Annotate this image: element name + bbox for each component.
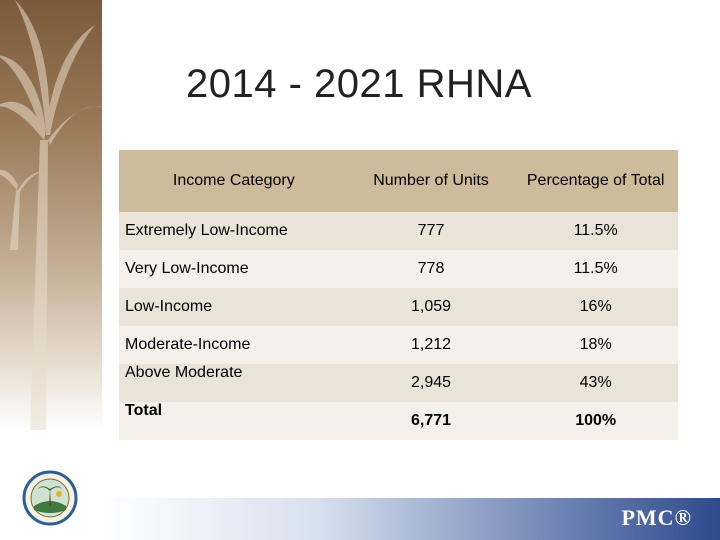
row-category: Low-Income [119, 288, 349, 326]
city-seal-icon [22, 470, 78, 526]
table-total-row [119, 402, 678, 440]
total-units: 6,771 [349, 402, 514, 440]
table-row [119, 326, 678, 364]
header-percentage-of-total: Percentage of Total [513, 150, 678, 212]
row-category: Above Moderate [119, 364, 349, 402]
row-category: Very Low-Income [119, 250, 349, 288]
table-row [119, 212, 678, 250]
header-income-category: Income Category [119, 150, 349, 212]
row-percentage: 18% [513, 326, 678, 364]
row-percentage: 11.5% [513, 212, 678, 250]
row-percentage: 11.5% [513, 250, 678, 288]
pmc-logo: PMC® [621, 505, 692, 530]
table-row [119, 288, 678, 326]
palm-tree-icon [0, 0, 102, 430]
row-units: 778 [349, 250, 514, 288]
header-number-of-units: Number of Units [349, 150, 514, 212]
total-percentage: 100% [513, 402, 678, 440]
row-units: 2,945 [349, 364, 514, 402]
palm-tree-decoration [0, 0, 102, 430]
row-category: Moderate-Income [119, 326, 349, 364]
total-label: Total [119, 402, 349, 440]
row-percentage: 16% [513, 288, 678, 326]
table-row [119, 364, 678, 402]
row-percentage: 43% [513, 364, 678, 402]
row-units: 1,212 [349, 326, 514, 364]
table-header-row [119, 150, 678, 212]
row-units: 777 [349, 212, 514, 250]
rhna-table [119, 150, 678, 440]
table-row [119, 250, 678, 288]
slide-title: 2014 - 2021 RHNA [186, 62, 532, 106]
row-category: Extremely Low-Income [119, 212, 349, 250]
row-units: 1,059 [349, 288, 514, 326]
